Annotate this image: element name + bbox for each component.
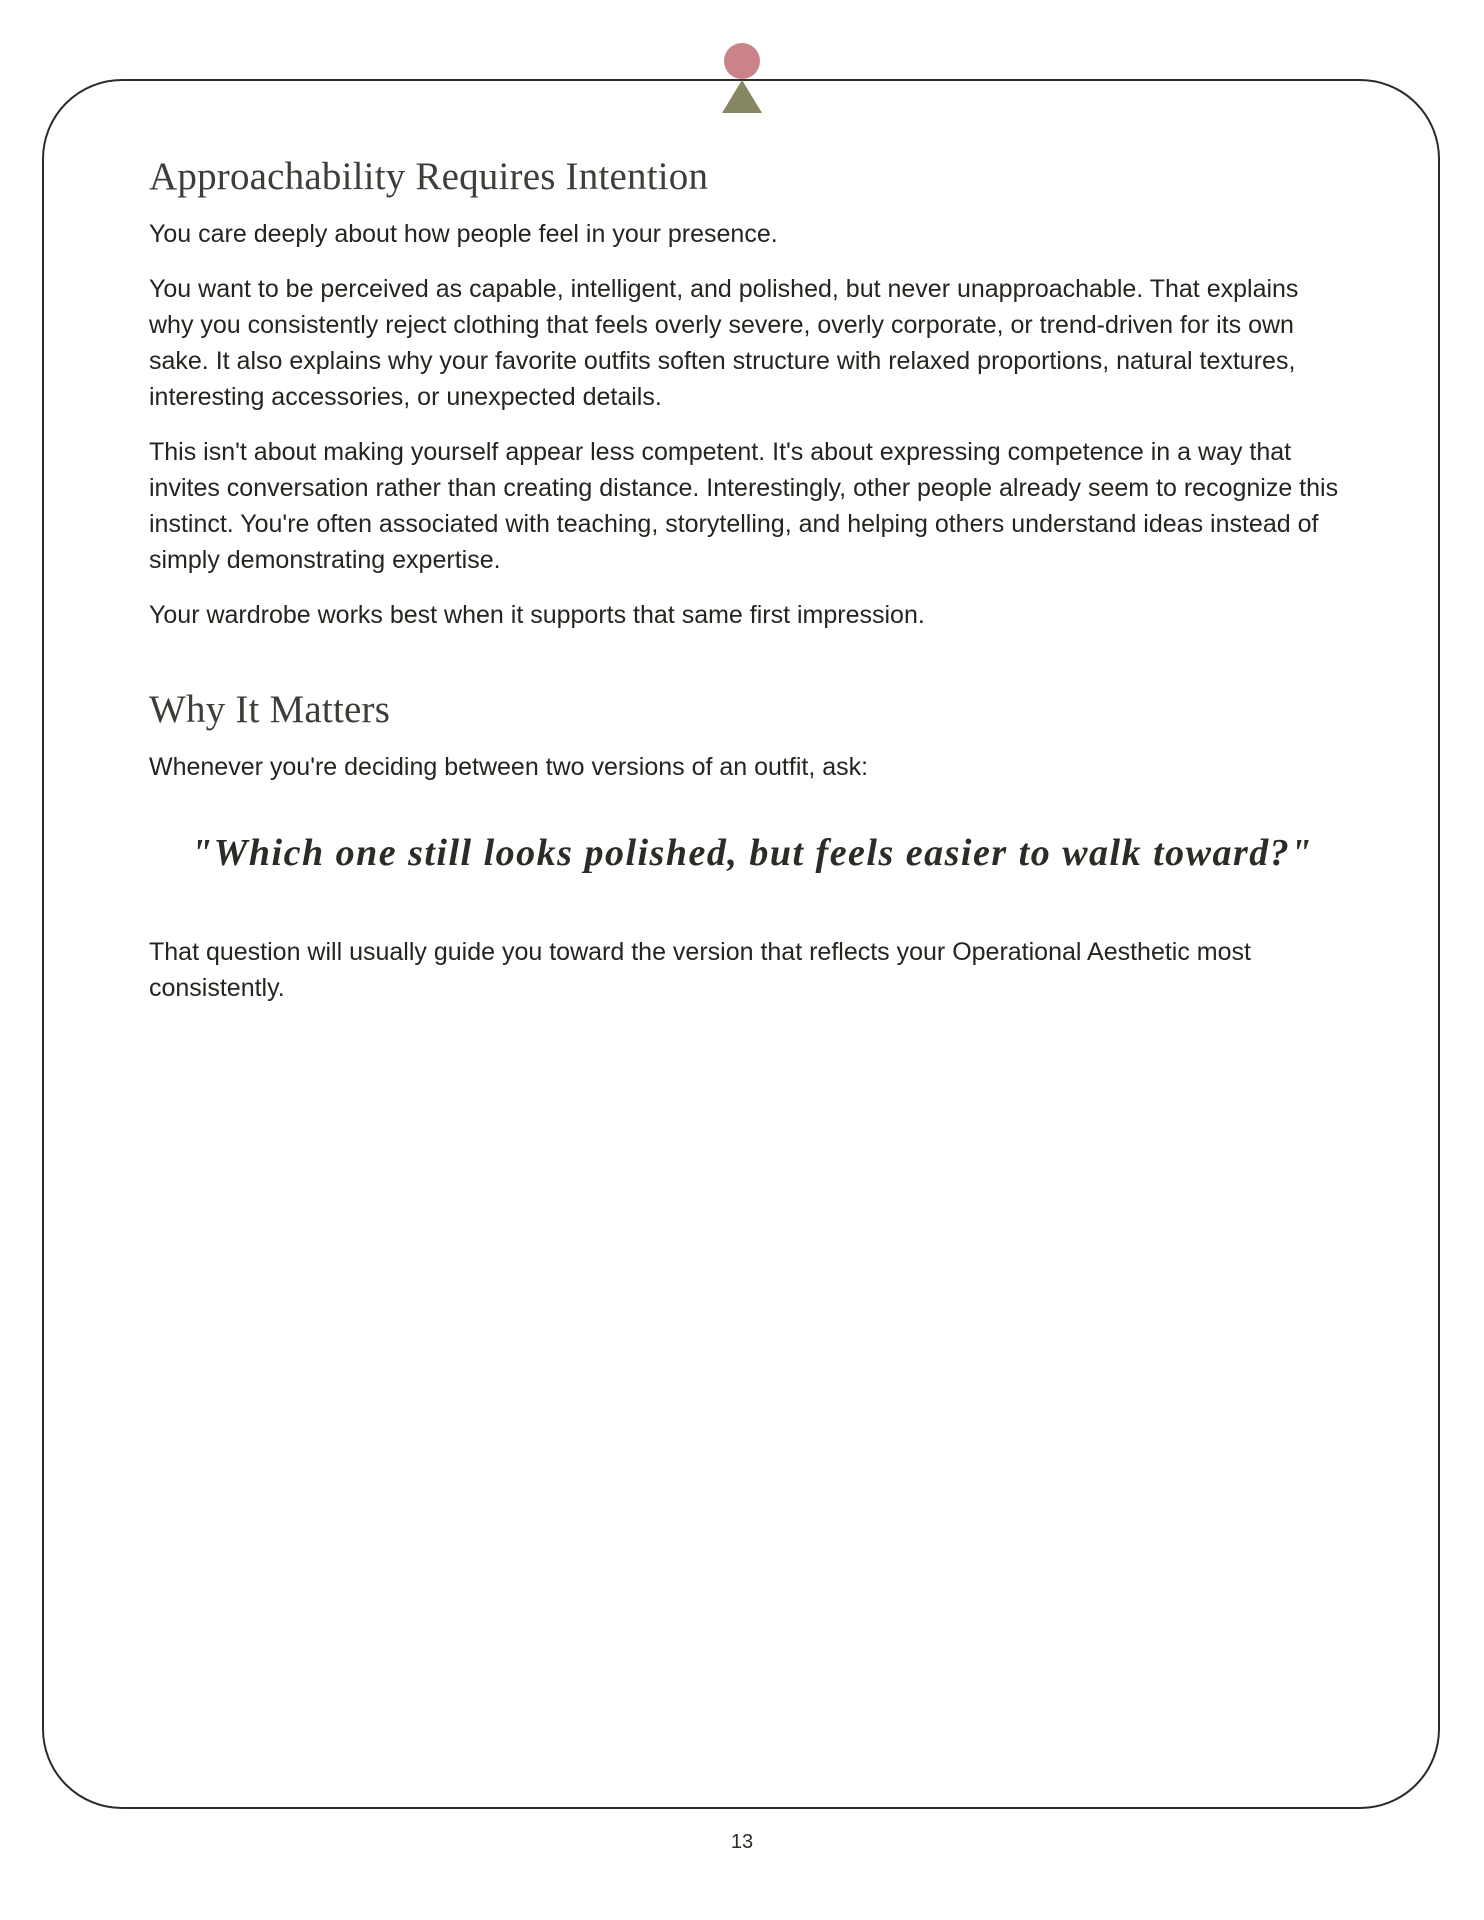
circle-triangle-ornament-icon xyxy=(722,43,762,115)
page-number: 13 xyxy=(730,1831,754,1853)
section-heading-why-it-matters: Why It Matters xyxy=(149,688,391,731)
page-content xyxy=(149,150,1339,1006)
paragraph: That question will usually guide you toward the version that reflects your Operational Aesthetic most consistently. xyxy=(149,938,1251,1002)
ornament-triangle xyxy=(722,80,762,113)
ornament-circle xyxy=(724,43,760,79)
paragraph: This isn't about making yourself appear less competent. It's about expressing competence in a way that invites conversation rather than creating distance. Interestingly, other people already seem to recognize this instinct. You're often associated with teaching, storytelling, and helping others understand ideas instead of simply demonstrating expertise. xyxy=(149,438,1339,574)
paragraph: You care deeply about how people feel in your presence. xyxy=(149,220,778,248)
section-heading-approachability: Approachability Requires Intention xyxy=(149,155,709,198)
paragraph: Whenever you're deciding between two versions of an outfit, ask: xyxy=(149,753,869,781)
pull-quote: "Which one still looks polished, but feels easier to walk toward?" xyxy=(191,832,1313,874)
paragraph: Your wardrobe works best when it supports that same first impression. xyxy=(149,601,925,629)
paragraph: You want to be perceived as capable, intelligent, and polished, but never unapproachable. That explains why you consistently reject clothing that feels overly severe, overly corporate, or trend-driven for its own sake. It also explains why your favorite outfits soften structure with relaxed proportions, natural textures, interesting accessories, or unexpected details. xyxy=(149,275,1299,411)
